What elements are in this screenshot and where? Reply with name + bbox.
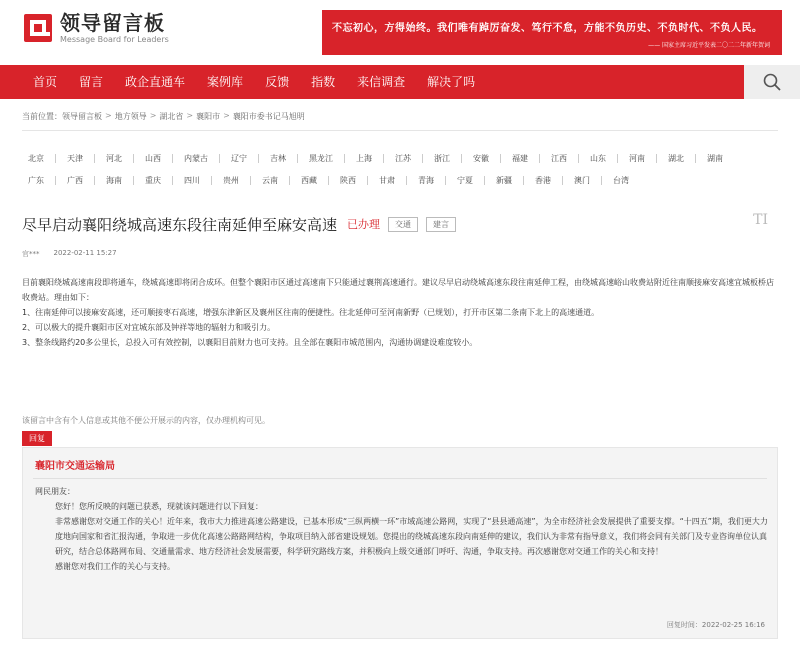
- region-link[interactable]: 山西: [145, 153, 161, 163]
- breadcrumb-link[interactable]: 领导留言板: [62, 112, 102, 121]
- region-separator: [695, 154, 696, 163]
- main-nav: [0, 65, 800, 99]
- message-paragraph: 2、可以极大的提升襄阳市区对宜城东部及钟祥等地的辐射力和吸引力。: [22, 323, 276, 332]
- region-link[interactable]: 江苏: [395, 153, 411, 163]
- region-cell: [629, 153, 668, 164]
- breadcrumb-link[interactable]: 襄阳市委书记马旭明: [232, 112, 305, 121]
- reply-time: [667, 620, 765, 630]
- region-cell: [106, 153, 145, 164]
- divider: [22, 130, 778, 131]
- region-link[interactable]: 澳门: [574, 175, 590, 185]
- slogan-banner: [322, 10, 782, 55]
- region-cell: [496, 175, 535, 186]
- region-cell: [379, 175, 418, 186]
- region-separator: [578, 154, 579, 163]
- region-cell: [512, 153, 551, 164]
- nav-item[interactable]: 指数: [311, 75, 336, 89]
- region-separator: [500, 154, 501, 163]
- region-separator: [523, 176, 524, 185]
- region-link[interactable]: 四川: [184, 175, 200, 185]
- region-cell: [106, 175, 145, 186]
- region-separator: [94, 176, 95, 185]
- region-separator: [367, 176, 368, 185]
- region-link[interactable]: 云南: [262, 175, 278, 185]
- region-cell: [262, 175, 301, 186]
- region-cell: [473, 153, 512, 164]
- region-separator: [55, 154, 56, 163]
- region-cell: [309, 153, 356, 164]
- breadcrumb-separator: >: [186, 111, 194, 120]
- region-cell: [356, 153, 395, 164]
- logo-mark-icon: [22, 12, 54, 44]
- region-link[interactable]: 陕西: [340, 175, 356, 185]
- status-badge: 已办理: [347, 218, 381, 231]
- region-separator: [219, 154, 220, 163]
- nav-item[interactable]: 案例库: [207, 75, 244, 89]
- message-paragraph: 目前襄阳绕城高速南段即将通车，绕城高速即将闭合成环。但整个襄阳市区通过高速南下只能通过襄荆高速通行。建议尽早启动绕城高速东段往南延伸工程，由绕城高速峪山收费站附近往南顺接麻安高速宜城板桥店收费站。理由如下：: [22, 278, 774, 302]
- region-link[interactable]: 广东: [28, 175, 44, 185]
- region-link[interactable]: 北京: [28, 153, 44, 163]
- breadcrumb-link[interactable]: 湖北省: [159, 112, 184, 121]
- search-icon: [762, 72, 782, 92]
- banner-source: —— 国家主席习近平发表二〇二二年新年贺词: [648, 42, 770, 49]
- region-link[interactable]: 新疆: [496, 175, 512, 185]
- region-link[interactable]: 台湾: [613, 175, 629, 185]
- breadcrumb-separator: >: [223, 111, 230, 120]
- nav-item[interactable]: 来信调查: [357, 75, 406, 89]
- region-separator: [484, 176, 485, 185]
- breadcrumb-link[interactable]: 地方领导: [114, 112, 147, 121]
- region-link[interactable]: 黑龙江: [309, 153, 333, 163]
- region-separator: [562, 176, 563, 185]
- region-cell: [145, 175, 184, 186]
- reply-organization: 襄阳市交通运输局: [35, 461, 115, 472]
- divider: [33, 478, 767, 479]
- region-cell: [67, 175, 106, 186]
- nav-item[interactable]: 政企直通车: [125, 75, 186, 89]
- reply-paragraph: 非常感谢您对交通工作的关心！近年来，我市大力推进高速公路建设，已基本形成“三纵两横一环”市域高速公路网，实现了“县县通高速”，为全市经济社会发展提供了重要支撑。“十四五”期，我们更大力度地向国家和省汇报沟通，争取进一步优化高速公路路网结构，争取项目纳入部省建设规划。您提出的绕城高速东段向南延伸的建议，我们认为非常有指导意义，我们将会同有关部门及专业咨询单位认真研究，结合总体路网布局、交通量需求、地方经济社会发展需要，科学研究路线方案，并积极向上级交通部门呼吁、沟通，争取支持。再次感谢您对交通工作的关心和支持！: [55, 517, 768, 556]
- region-cell: [707, 153, 723, 164]
- region-link[interactable]: 安徽: [473, 153, 489, 163]
- reply-paragraph: 感谢您对我们工作的关心与支持。: [55, 562, 175, 571]
- message-body: [22, 275, 778, 350]
- region-separator: [445, 176, 446, 185]
- region-link[interactable]: 上海: [356, 153, 372, 163]
- site-logo[interactable]: [22, 12, 169, 44]
- post-time: 2022-02-11 15:27: [53, 249, 117, 257]
- region-cell: [223, 175, 262, 186]
- region-link[interactable]: 辽宁: [231, 153, 247, 163]
- region-link[interactable]: 青海: [418, 175, 434, 185]
- reply-label: 回复: [22, 431, 52, 446]
- region-list: [28, 147, 778, 191]
- region-cell: [613, 175, 629, 186]
- region-cell: [340, 175, 379, 186]
- region-cell: [551, 153, 590, 164]
- reply-time-label: 回复时间：: [666, 621, 702, 629]
- nav-item[interactable]: 反馈: [265, 75, 290, 89]
- region-separator: [383, 154, 384, 163]
- font-size-icon[interactable]: TI: [753, 212, 768, 228]
- region-separator: [406, 176, 407, 185]
- region-cell: [67, 153, 106, 164]
- message-header: [22, 212, 778, 236]
- privacy-note: 该留言中含有个人信息或其他不便公开展示的内容，仅办理机构可见。: [22, 416, 270, 425]
- nav-item[interactable]: 解决了吗: [427, 75, 476, 89]
- header: [0, 0, 800, 64]
- message-paragraph: 3、整条线路约20多公里长，总投入可有效控制，以襄阳目前财力也可支持。且全部在襄阳市城范围内，沟通协调建设难度较小。: [22, 338, 478, 347]
- reply-time-value: 2022-02-25 16:16: [701, 621, 765, 629]
- breadcrumb-prefix: 当前位置：: [22, 112, 62, 121]
- breadcrumb-link[interactable]: 襄阳市: [196, 112, 221, 121]
- region-cell: [184, 175, 223, 186]
- region-cell: [434, 153, 473, 164]
- region-separator: [328, 176, 329, 185]
- region-cell: [535, 175, 574, 186]
- region-cell: [590, 153, 629, 164]
- region-cell: [145, 153, 184, 164]
- region-link[interactable]: 海南: [106, 175, 122, 185]
- region-separator: [94, 154, 95, 163]
- region-link[interactable]: 山东: [590, 153, 606, 163]
- region-link[interactable]: 贵州: [223, 175, 239, 185]
- region-link[interactable]: 湖南: [707, 153, 723, 163]
- message-meta: [22, 249, 117, 259]
- region-cell: [668, 153, 707, 164]
- reply-panel: [22, 447, 778, 639]
- region-cell: [184, 153, 231, 164]
- banner-slogan: 不忘初心，方得始终。我们唯有踔厉奋发、笃行不怠，方能不负历史、不负时代、不负人民。: [332, 23, 763, 34]
- region-link[interactable]: 湖北: [668, 153, 684, 163]
- reply-body: [35, 484, 769, 574]
- region-separator: [656, 154, 657, 163]
- region-link[interactable]: 香港: [535, 175, 551, 185]
- region-link[interactable]: 吉林: [270, 153, 286, 163]
- region-link[interactable]: 宁夏: [457, 175, 473, 185]
- reply-paragraph: 您好！您所反映的问题已获悉，现就该问题进行以下回复：: [55, 502, 263, 511]
- region-link[interactable]: 河南: [629, 153, 645, 163]
- region-cell: [270, 153, 309, 164]
- region-link[interactable]: 河北: [106, 153, 122, 163]
- region-separator: [422, 154, 423, 163]
- region-cell: [28, 175, 67, 186]
- region-link[interactable]: 甘肃: [379, 175, 395, 185]
- region-cell: [231, 153, 270, 164]
- breadcrumb-separator: >: [149, 111, 157, 120]
- message-paragraph: 1、往南延伸可以接麻安高速，还可顺接枣石高速，增强东津新区及襄州区往南的便捷性。往北延伸可至河南新野（已规划），打开市区第二条南下北上的高速通道。: [22, 308, 600, 317]
- region-separator: [461, 154, 462, 163]
- region-separator: [539, 154, 540, 163]
- page-title: 尽早启动襄阳绕城高速东段往南延伸至麻安高速: [22, 215, 338, 234]
- site-name-en: Message Board for Leaders: [60, 35, 169, 44]
- region-separator: [297, 154, 298, 163]
- tag-badge[interactable]: 交通: [388, 217, 418, 232]
- region-link[interactable]: 江西: [551, 153, 567, 163]
- region-link[interactable]: 浙江: [434, 153, 450, 163]
- nav-item[interactable]: 首页: [33, 75, 58, 89]
- region-separator: [344, 154, 345, 163]
- region-link[interactable]: 天津: [67, 153, 83, 163]
- region-separator: [55, 176, 56, 185]
- region-separator: [172, 154, 173, 163]
- region-separator: [617, 154, 618, 163]
- site-name: 领导留言板: [60, 11, 165, 35]
- region-separator: [172, 176, 173, 185]
- region-separator: [289, 176, 290, 185]
- region-separator: [258, 154, 259, 163]
- region-separator: [133, 154, 134, 163]
- region-cell: [457, 175, 496, 186]
- region-cell: [28, 153, 67, 164]
- nav-item[interactable]: 留言: [79, 75, 104, 89]
- region-link[interactable]: 重庆: [145, 175, 161, 185]
- region-separator: [250, 176, 251, 185]
- author: 官***: [22, 250, 40, 258]
- tag-badge[interactable]: 建言: [426, 217, 456, 232]
- breadcrumb-separator: >: [105, 111, 112, 120]
- search-button[interactable]: [744, 65, 800, 99]
- region-cell: [395, 153, 434, 164]
- region-separator: [133, 176, 134, 185]
- breadcrumb: [22, 111, 305, 122]
- region-link[interactable]: 福建: [512, 153, 528, 163]
- region-separator: [211, 176, 212, 185]
- region-cell: [301, 175, 340, 186]
- region-separator: [601, 176, 602, 185]
- reply-greeting: 网民朋友：: [35, 487, 75, 496]
- region-link[interactable]: 广西: [67, 175, 83, 185]
- region-cell: [574, 175, 613, 186]
- region-link[interactable]: 内蒙古: [184, 153, 208, 163]
- region-cell: [418, 175, 457, 186]
- region-link[interactable]: 西藏: [301, 175, 317, 185]
